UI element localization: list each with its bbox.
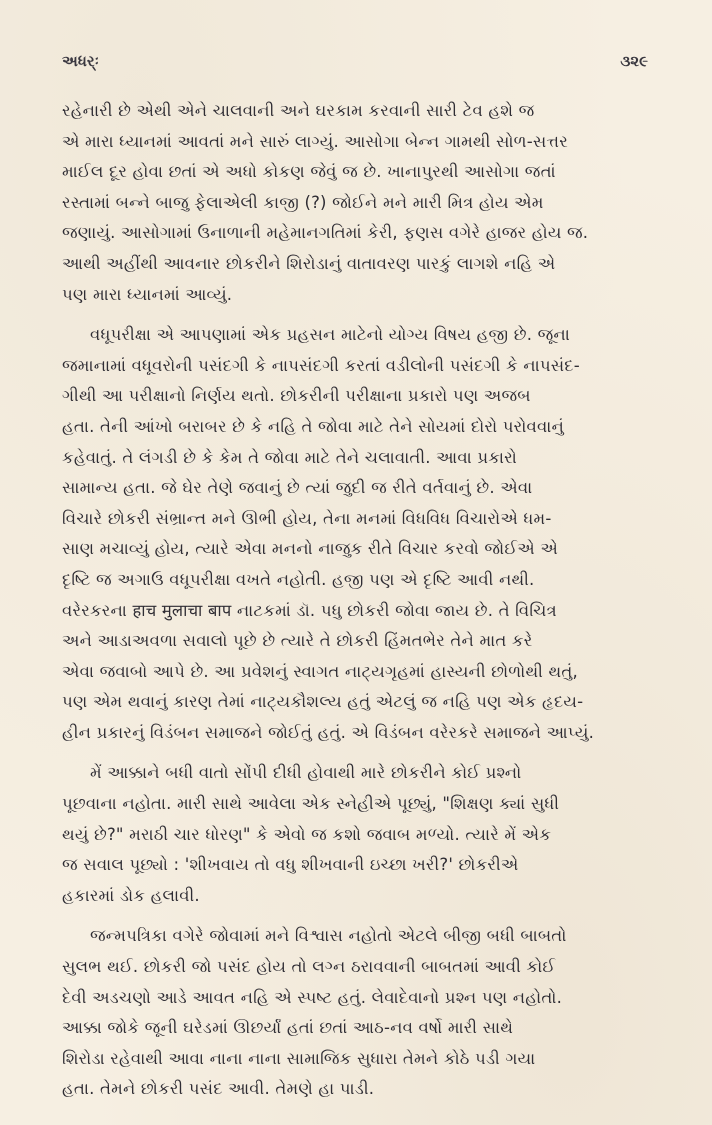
text-line: ગીથી આ પરીક્ષાનો નિર્ણય થતો. છોકરીની પરીક્ષાના પ્રકારો પણ અજબ: [62, 386, 531, 406]
text-line: આક્કા જોકે જૂની ઘરેડમાં ઊછર્યાં હતાં છતાં આઠ-નવ વર્ષો મારી સાથે: [62, 1018, 514, 1038]
text-line: હકારમાં ડોક હલાવી.: [62, 885, 200, 905]
text-line: સામાન્ય હતા. જે ઘેર તેણે જવાનું છે ત્યાં જુદી જ રીતે વર્તવાનું છે. એવા: [62, 478, 533, 498]
text-line: શિરોડા રહેવાથી આવા નાના નાના સામાજિક સુધારા તેમને કોઠે પડી ગયા: [62, 1048, 536, 1068]
text-line: થયું છે?" મરાઠી ચાર ધોરણ" કે એવો જ કશો જવાબ મળ્યો. ત્યારે મેં એક: [62, 824, 552, 844]
paragraph: [62, 921, 652, 1105]
text-line: હીન પ્રકારનું વિડંબન સમાજને જોઈતું હતું. એ વિડંબન વરેરકરે સમાજને આપ્યું.: [62, 722, 595, 742]
text-line: જણાયું. આસોગામાં ઉનાળાની મહેમાનગતિમાં કેરી, ફણસ વગેરે હાજર હોય જ.: [62, 223, 589, 243]
text-line: દેવી અડચણો આડે આવત નહિ એ સ્પષ્ટ હતું. લેવાદેવાનો પ્રશ્ન પણ નહોતો.: [62, 987, 563, 1007]
text-line: વિચારે છોકરી સંભ્રાન્ત મને ઊભી હોય, તેના મનમાં વિધવિધ વિચારોએ ધમ-: [62, 508, 552, 528]
text-line: જન્મપત્રિકા વગેરે જોવામાં મને વિશ્વાસ નહોતો એટલે બીજી બધી બાબતો: [90, 926, 567, 946]
text-line: આથી અહીંથી આવનાર છોકરીને શિરોડાનું વાતાવરણ પારકું લાગશે નહિ એ: [62, 253, 556, 273]
text-line: એ મારા ધ્યાનમાં આવતાં મને સારું લાગ્યું. આસોગા બેન્ન ગામથી સોળ-સત્તર: [62, 131, 568, 151]
text-line: કહેવાતું. તે લંગડી છે કે કેમ તે જોવા માટે તેને ચલાવાતી. આવા પ્રકારો: [62, 447, 517, 467]
paragraph: [62, 320, 652, 748]
text-line: હતા. તેમને છોકરી પસંદ આવી. તેમણે હા પાડી.: [62, 1079, 375, 1099]
text-line: દૃષ્ટિ જ અગાઉ વધૂપરીક્ષા વખતે નહોતી. હજી પણ એ દૃષ્ટિ આવી નથી.: [62, 569, 535, 589]
running-header: [62, 52, 652, 86]
text-line: જ સવાલ પૂછ્યો : 'શીખવાય તો વધુ શીખવાની ઇચ્છા ખરી?' છોકરીએ: [62, 855, 519, 875]
text-line: પણ મારા ધ્યાનમાં આવ્યું.: [62, 284, 233, 304]
text-line: એવા જવાબો આપે છે. આ પ્રવેશનું સ્વાગત નાટ્યગૃહમાં હાસ્યની છોળોથી થતું,: [62, 661, 578, 681]
text-line: વરેરકરના हाच मुलाचा बाप નાટકમાં ડૉ. પધુ છોકરી જોવા જાય છે. તે વિચિત્ર: [62, 600, 557, 620]
text-line: જમાનામાં વધૂવરોની પસંદગી કે નાપસંદગી કરતાં વડીલોની પસંદગી કે નાપસંદ-: [62, 355, 580, 375]
page-number: ૩૨૯: [620, 52, 648, 70]
text-line: માઈલ દૂર હોવા છતાં એ અધો કોકણ જેવું જ છે. ખાનાપુરથી આસોગા જતાં: [62, 162, 556, 182]
text-line: સુલભ થઈ. છોકરી જો પસંદ હોય તો લગ્ન ઠરાવવાની બાબતમાં આવી કોઈ: [62, 957, 556, 977]
paragraph: [62, 96, 652, 310]
text-line: હતા. તેની આંખો બરાબર છે કે નહિ તે જોવા માટે તેને સોયમાં દોરો પરોવવાનું: [62, 416, 565, 436]
text-line: વધૂપરીક્ષા એ આપણામાં એક પ્રહસન માટેનો યોગ્ય વિષય હજી છે. જૂના: [90, 325, 570, 345]
text-line: સાણ મચાવ્યું હોય, ત્યારે એવા મનનો નાજુક રીતે વિચાર કરવો જોઈએ એ: [62, 539, 558, 559]
text-line: અને આડાઅવળા સવાલો પૂછે છે ત્યારે તે છોકરી હિંમતભેર તેને માત કરે: [62, 631, 533, 651]
paragraph: [62, 758, 652, 911]
running-title: અધર્ઃ: [62, 52, 99, 70]
text-line: રસ્તામાં બન્ને બાજુ ફેલાએલી કાજી (?) જોઈને મને મારી મિત્ર હોય એમ: [62, 192, 544, 212]
text-line: પૂછવાના નહોતા. મારી સાથે આવેલા એક સ્નેહીએ પૂછ્યું, "શિક્ષણ ક્યાં સુધી: [62, 794, 560, 814]
body-text: [62, 96, 652, 1105]
text-line: રહેનારી છે એથી એને ચાલવાની અને ઘરકામ કરવાની સારી ટેવ હશે જ: [62, 101, 535, 120]
text-line: પણ એમ થવાનું કારણ તેમાં નાટ્યકૌશલ્ય હતું એટલું જ નહિ પણ એક હૃદય-: [62, 692, 584, 712]
text-line: મેં આક્કાને બધી વાતો સોંપી દીધી હોવાથી મારે છોકરીને કોઈ પ્રશ્નો: [90, 763, 522, 783]
